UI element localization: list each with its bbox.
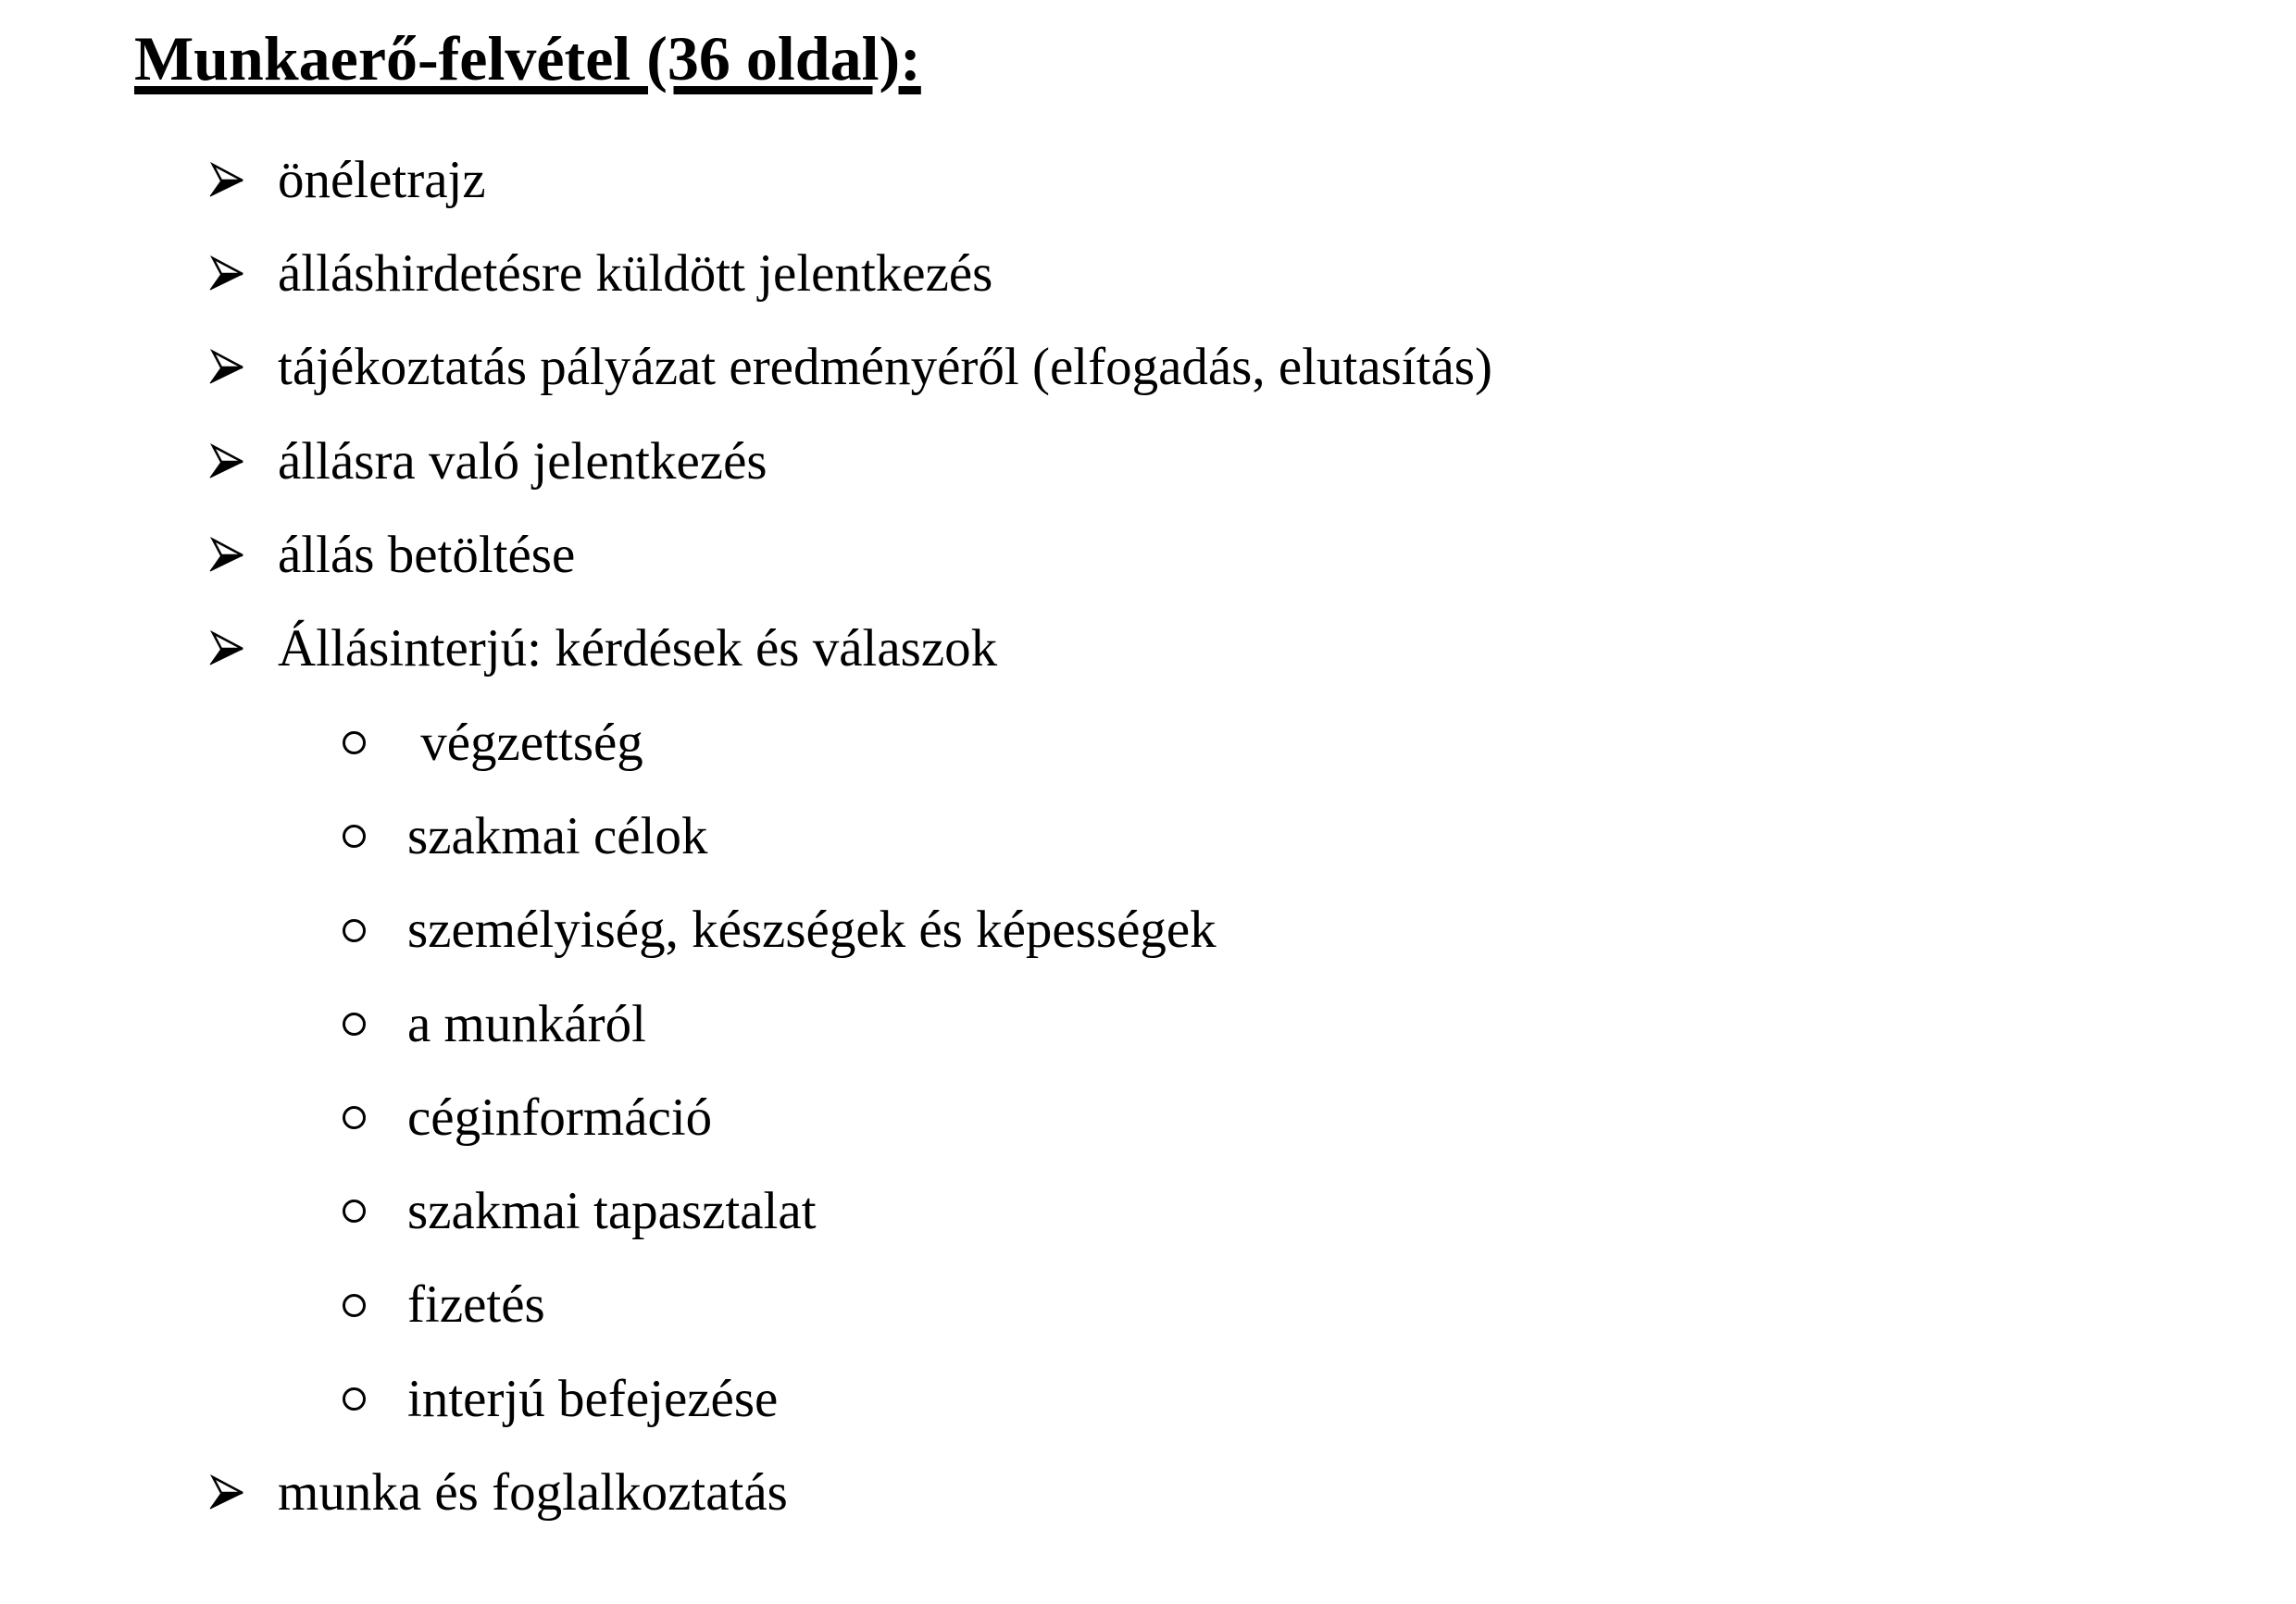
sub-list-item <box>0 1164 2296 1258</box>
list-item <box>0 321 2296 415</box>
list-item-label: önéletrajz <box>278 150 486 209</box>
list-item-label: szakmai tapasztalat <box>407 1182 817 1241</box>
list-item-label: állásra való jelentkezés <box>278 431 767 491</box>
circle-bullet-icon <box>343 1387 366 1411</box>
sub-list-item <box>0 1352 2296 1446</box>
sub-list-item <box>0 696 2296 790</box>
sub-list-item <box>0 977 2296 1071</box>
sub-list-item <box>0 1071 2296 1164</box>
list-item-label: végzettség <box>407 713 643 772</box>
circle-bullet-icon <box>343 1013 366 1036</box>
arrow-bullet-icon <box>208 162 245 199</box>
arrow-bullet-icon <box>208 537 245 574</box>
circle-bullet-icon <box>343 919 366 942</box>
sub-list-item <box>0 790 2296 883</box>
list-item-label: céginformáció <box>407 1088 713 1147</box>
arrow-bullet-icon <box>208 1474 245 1511</box>
circle-bullet-icon <box>343 825 366 848</box>
list-item <box>0 415 2296 508</box>
list-item-label: személyiség, készségek és képességek <box>407 901 1217 960</box>
sub-list-item <box>0 883 2296 976</box>
page-title: Munkaerő-felvétel (36 oldal): <box>134 23 921 93</box>
list-item <box>0 1446 2296 1539</box>
list-item <box>0 602 2296 695</box>
list-item-label: szakmai célok <box>407 806 708 865</box>
list-item <box>0 508 2296 602</box>
list-item-label: állás betöltése <box>278 526 576 585</box>
circle-bullet-icon <box>343 731 366 754</box>
list-item-label: tájékoztatás pályázat eredményéről (elfogadás, elutasítás) <box>278 338 1492 397</box>
bullet-list <box>0 133 2296 1539</box>
list-item <box>0 133 2296 227</box>
list-item-label: álláshirdetésre küldött jelentkezés <box>278 244 993 304</box>
arrow-bullet-icon <box>208 443 245 480</box>
list-item-label: fizetés <box>407 1275 545 1335</box>
circle-bullet-icon <box>343 1200 366 1223</box>
arrow-bullet-icon <box>208 255 245 292</box>
list-item-label: munka és foglalkoztatás <box>278 1463 788 1523</box>
list-item-label: Állásinterjú: kérdések és válaszok <box>278 619 998 678</box>
circle-bullet-icon <box>343 1106 366 1129</box>
list-item-label: a munkáról <box>407 994 647 1053</box>
list-item <box>0 227 2296 320</box>
list-item-label: interjú befejezése <box>407 1369 779 1428</box>
arrow-bullet-icon <box>208 630 245 667</box>
circle-bullet-icon <box>343 1294 366 1317</box>
arrow-bullet-icon <box>208 349 245 386</box>
sub-list-item <box>0 1259 2296 1352</box>
